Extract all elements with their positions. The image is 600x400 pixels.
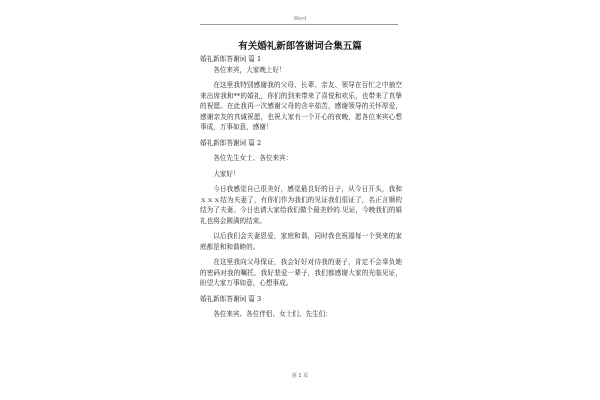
document-body bbox=[200, 54, 402, 320]
paragraph: 大家好！ bbox=[213, 169, 240, 178]
section-title: 婚礼新郎答谢词 篇 3 bbox=[200, 294, 262, 303]
paragraph: 各位来宾，大家晚上好！ bbox=[213, 65, 286, 74]
paragraph: 各位来宾、各位伴侣、女士们、先生们： bbox=[213, 310, 332, 318]
paragraph: 在这里我特别感谢我的父母、长辈、亲友、领导在百忙之中抽空来出席我和**的婚礼，你们的到来带来了喜悦和欢乐，也带来了真挚的祝愿。在此我再一次感谢父母的含辛茹苦，感谢领导的关怀厚爱，感谢亲友的真诚祝愿，也祝大家有一个开心的夜晚，愿各位来宾心想事成，万事如意，感谢！ bbox=[200, 81, 402, 131]
paragraph: 在这里我向父母保证，我会好好对待我的妻子，肯定不会辜负她的密码对我的嘱托，我好悲爱一辈子，我们都感谢大家的光临见证，盼望大家万事如意，心想事成。 bbox=[200, 258, 402, 287]
header-rule bbox=[200, 24, 398, 25]
paragraph: 以后我们会夫妻恩爱，家庭和谐，同时我也祝福每一个到来的家庭都是和和谐睦的。 bbox=[200, 232, 402, 251]
header-label: Word bbox=[293, 16, 307, 22]
section-title: 婚礼新郎答谢词 篇 1 bbox=[200, 55, 262, 63]
paragraph: 今日我感觉自己很美好，感觉最良好的日子，从今日开头，我和ｘｘｘ结为夫妻了，有你们作为我们的见证我们很证了，名正言顺的结为了夫妻。今日也请大家给我们做个最美妙的.见证，今晚我们的婚礼也将会圆满的结束。 bbox=[200, 185, 402, 225]
page-number: 第 1 页 bbox=[291, 373, 309, 379]
document-title: 有关婚礼新郎答谢词合集五篇 bbox=[238, 41, 362, 52]
paragraph: 各位先生女士、各位来宾： bbox=[213, 154, 293, 162]
section-title: 婚礼新郎答谢词 篇 2 bbox=[200, 138, 262, 147]
